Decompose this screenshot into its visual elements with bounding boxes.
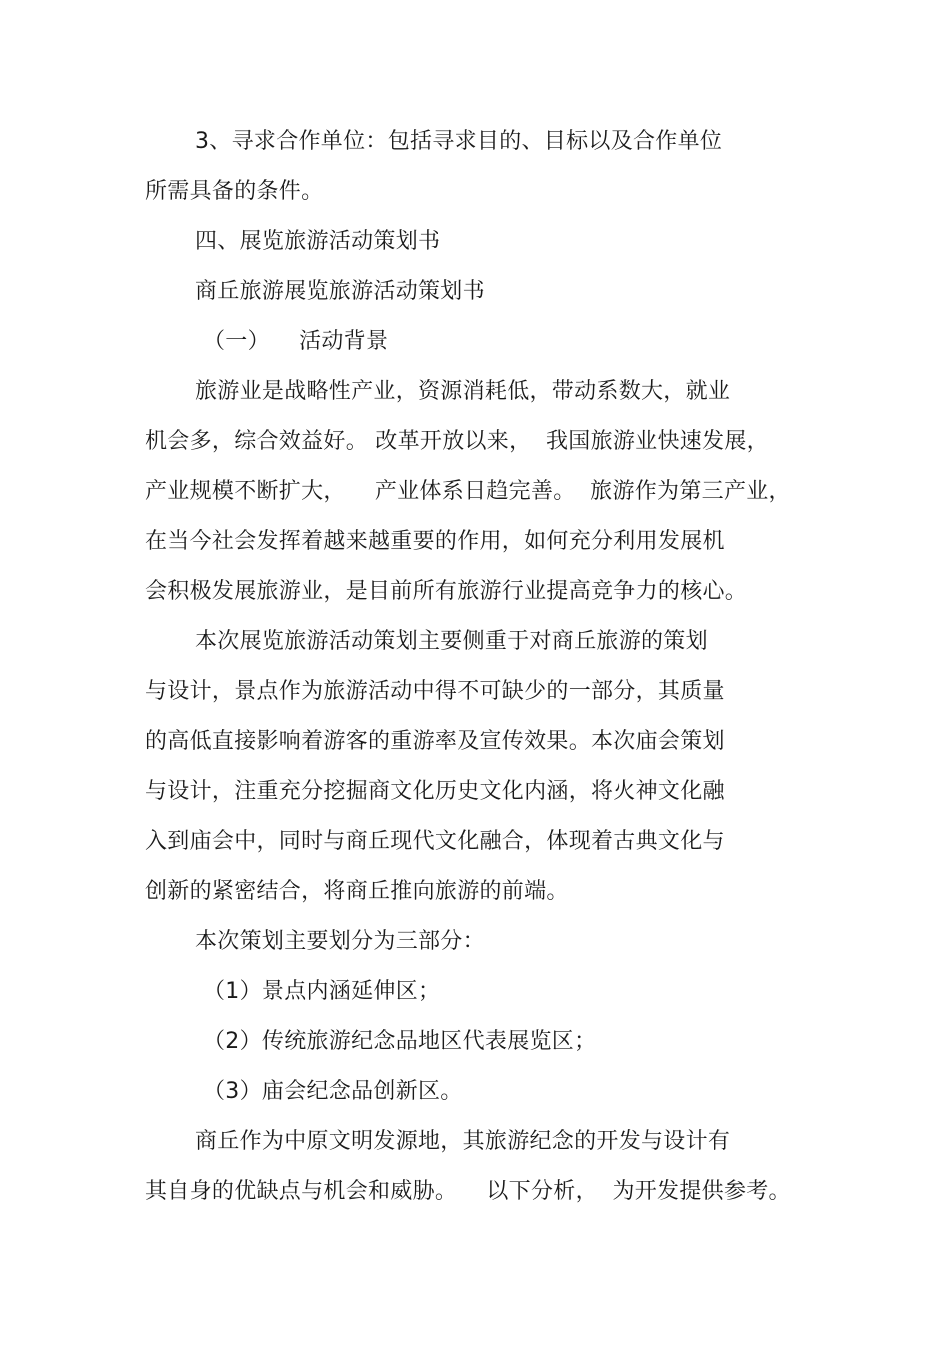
- paragraph-line: 创新的紧密结合，将商丘推向旅游的前端。: [145, 879, 569, 904]
- list-item: （3）庙会纪念品创新区。: [203, 1079, 463, 1104]
- paragraph-line: 在当今社会发挥着越来越重要的作用，如何充分利用发展机: [145, 529, 725, 554]
- subsection-heading: （一） 活动背景: [203, 329, 389, 354]
- paragraph-line: 其自身的优缺点与机会和威胁。 以下分析， 为开发提供参考。: [145, 1179, 791, 1204]
- paragraph-line: 机会多，综合效益好。 改革开放以来， 我国旅游业快速发展，: [145, 429, 769, 454]
- paragraph-line: 产业规模不断扩大， 产业体系日趋完善。 旅游作为第三产业，: [145, 479, 791, 504]
- paragraph-line: 与设计，注重充分挖掘商文化历史文化内涵，将火神文化融: [145, 779, 725, 804]
- document-title: 商丘旅游展览旅游活动策划书: [195, 279, 485, 304]
- paragraph-line: 所需具备的条件。: [145, 179, 324, 204]
- paragraph-line: 与设计，景点作为旅游活动中得不可缺少的一部分，其质量: [145, 679, 725, 704]
- paragraph-line: 3、寻求合作单位：包括寻求目的、目标以及合作单位: [195, 129, 723, 154]
- paragraph-line: 本次展览旅游活动策划主要侧重于对商丘旅游的策划: [195, 629, 708, 654]
- section-heading: 四、展览旅游活动策划书: [195, 229, 441, 254]
- paragraph-line: 会积极发展旅游业，是目前所有旅游行业提高竞争力的核心。: [145, 579, 748, 604]
- paragraph-line: 本次策划主要划分为三部分：: [195, 929, 485, 954]
- paragraph-line: 的高低直接影响着游客的重游率及宣传效果。本次庙会策划: [145, 729, 725, 754]
- list-item: （1）景点内涵延伸区；: [203, 979, 441, 1004]
- paragraph-line: 旅游业是战略性产业，资源消耗低，带动系数大，就业: [195, 379, 731, 404]
- paragraph-line: 入到庙会中，同时与商丘现代文化融合，体现着古典文化与: [145, 829, 725, 854]
- list-item: （2）传统旅游纪念品地区代表展览区；: [203, 1029, 597, 1054]
- paragraph-line: 商丘作为中原文明发源地，其旅游纪念的开发与设计有: [195, 1129, 731, 1154]
